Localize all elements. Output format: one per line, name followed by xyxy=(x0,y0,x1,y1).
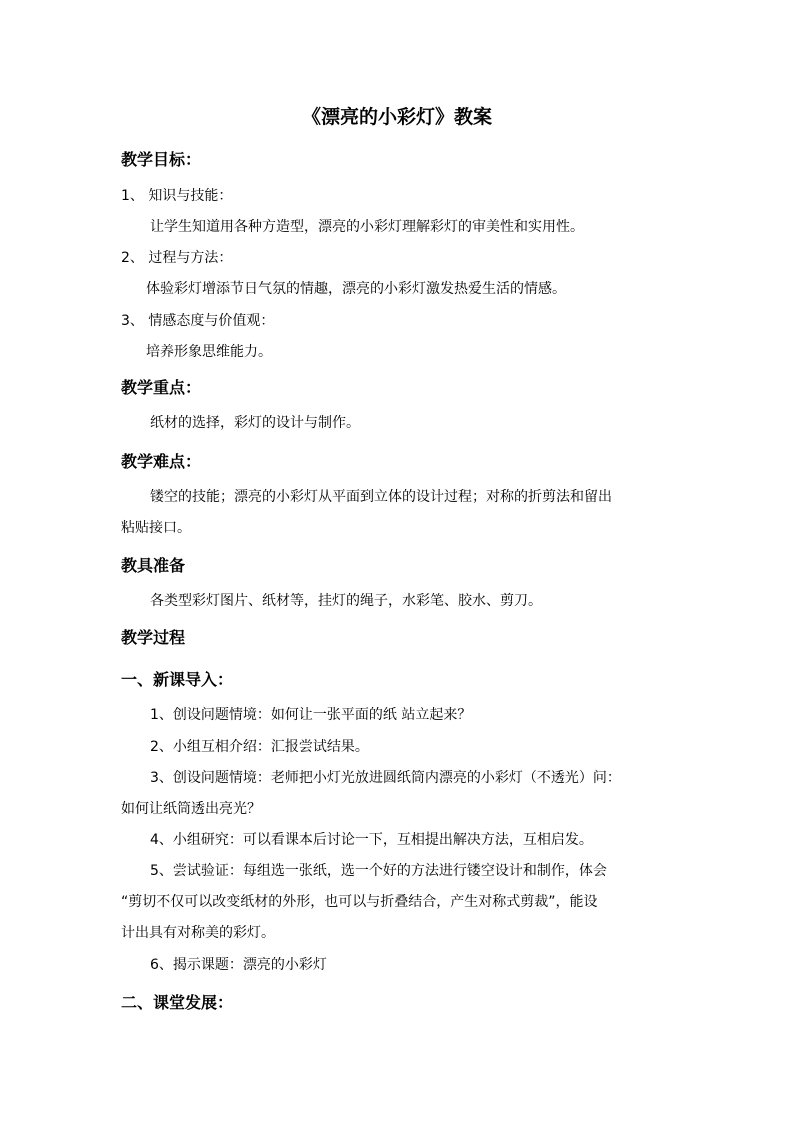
step-2: 2、小组互相介绍：汇报尝试结果。 xyxy=(150,739,369,755)
objectives-heading: 教学目标： xyxy=(121,150,202,169)
objective-3-label: 3、 情感态度与价值观： xyxy=(121,313,275,329)
objective-1-label: 1、 知识与技能： xyxy=(121,188,233,204)
document-title: 《漂亮的小彩灯》教案 xyxy=(301,106,492,128)
key-points-heading: 教学重点： xyxy=(121,378,202,397)
step-3-line-1: 3、创设问题情境：老师把小灯光放进圆纸筒内漂亮的小彩灯（不透光）问： xyxy=(150,770,621,786)
objective-1-text: 让学生知道用各种方造型，漂亮的小彩灯理解彩灯的审美性和实用性。 xyxy=(150,219,584,235)
part-1-heading: 一、新课导入： xyxy=(121,670,234,689)
difficulties-text-line-2: 粘贴接口。 xyxy=(121,520,191,536)
step-1: 1、创设问题情境：如何让一张平面的纸 站立起来？ xyxy=(150,707,472,723)
step-5-line-2: “剪切不仅可以改变纸材的外形，也可以与折叠结合，产生对称式剪裁”，能设 xyxy=(121,894,598,910)
difficulties-heading: 教学难点： xyxy=(121,452,202,471)
materials-text: 各类型彩灯图片、纸材等，挂灯的绳子，水彩笔、胶水、剪刀。 xyxy=(150,593,542,609)
step-6: 6、揭示课题：漂亮的小彩灯 xyxy=(150,957,327,973)
process-heading: 教学过程 xyxy=(121,628,186,647)
step-5-line-1: 5、尝试验证：每组选一张纸，选一个好的方法进行镂空设计和制作，体会 xyxy=(150,863,607,879)
step-5-line-3: 计出具有对称美的彩灯。 xyxy=(121,925,275,941)
objective-3-text: 培养形象思维能力。 xyxy=(146,344,272,360)
difficulties-text-line-1: 镂空的技能；漂亮的小彩灯从平面到立体的设计过程；对称的折剪法和留出 xyxy=(150,489,612,505)
materials-heading: 教具准备 xyxy=(121,556,186,575)
step-3-line-2: 如何让纸筒透出亮光？ xyxy=(121,801,261,817)
part-2-heading: 二、课堂发展： xyxy=(121,993,234,1012)
objective-2-label: 2、 过程与方法： xyxy=(121,250,233,266)
key-points-text: 纸材的选择，彩灯的设计与制作。 xyxy=(150,415,360,431)
objective-2-text: 体验彩灯增添节日气氛的情趣，漂亮的小彩灯激发热爱生活的情感。 xyxy=(146,281,566,297)
step-4: 4、小组研究：可以看课本后讨论一下，互相提出解决方法，互相启发。 xyxy=(150,832,593,848)
